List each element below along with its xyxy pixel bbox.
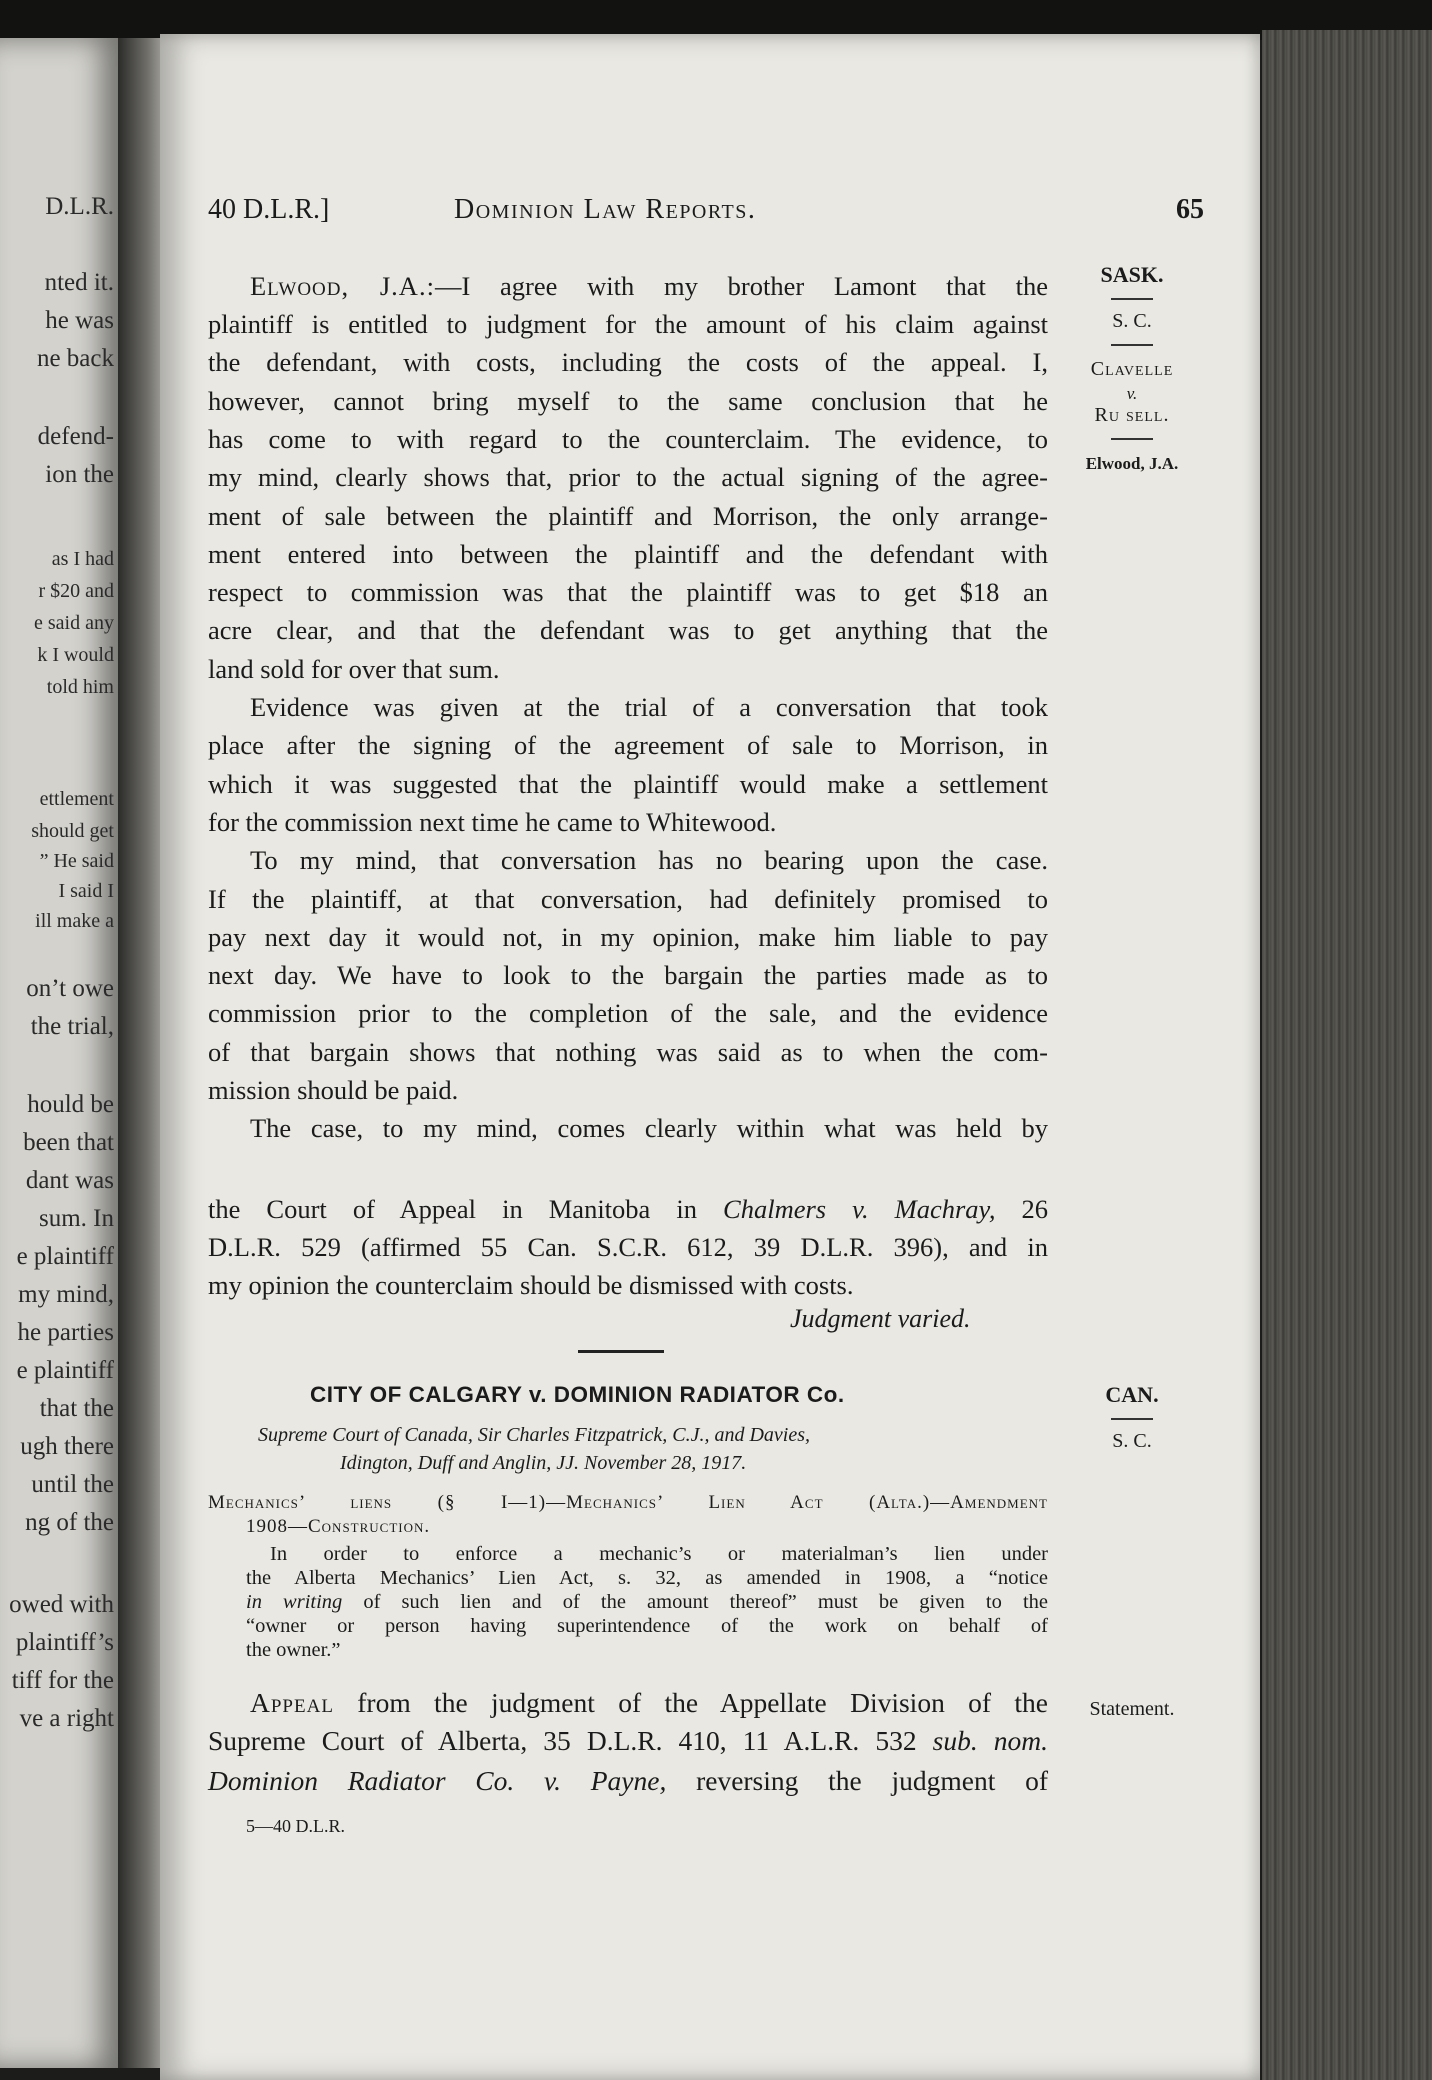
left-page-text: nted it. <box>44 269 114 296</box>
judgment-line: of that bargain shows that nothing was said as to when the com- <box>208 1036 1048 1067</box>
page-edges <box>1262 30 1432 2080</box>
judgment-line: mission should be paid. <box>208 1075 459 1105</box>
judgment-line: The case, to my mind, comes clearly within what was held by <box>250 1113 1048 1144</box>
header-title: Dominion Law Reports. <box>454 194 757 225</box>
left-page-text: e said any <box>34 612 114 634</box>
margin-statement: Statement. <box>1089 1698 1175 1720</box>
judgment-line: for the commission next time he came to Whitewood. <box>208 806 777 837</box>
left-page-text: on’t owe <box>26 975 114 1002</box>
judgment-first-line: Elwood, J.A.:—I agree with my brother Lamont that the <box>250 271 1048 301</box>
book-gutter <box>118 38 166 2068</box>
margin-versus: v. <box>1126 384 1138 403</box>
case-title: CITY OF CALGARY v. DOMINION RADIATOR Co. <box>310 1382 845 1407</box>
judgment-line: land sold for over that sum. <box>208 653 500 684</box>
left-page-text: I said I <box>58 880 114 902</box>
headnote-line: the Alberta Mechanics’ Lien Act, s. 32, as amended in 1908, a “notice <box>246 1567 1048 1589</box>
judgment-line: If the plaintiff, at that conversation, had definitely promised to <box>208 883 1048 914</box>
previous-page <box>0 38 122 2068</box>
judgment-line: has come to with regard to the counterclaim. The evidence, to <box>208 423 1048 454</box>
left-page-text: ne back <box>36 345 114 372</box>
left-page-text: ettlement <box>39 788 114 810</box>
margin-rule <box>1111 298 1153 300</box>
judgment-line: place after the signing of the agreement of sale to Morrison, in <box>208 730 1048 761</box>
margin-rule <box>1111 438 1153 440</box>
judgment-line: Evidence was given at the trial of a conversation that took <box>250 692 1048 722</box>
left-page-text: told him <box>46 676 114 698</box>
judgment-line-citation: the Court of Appeal in Manitoba in Chalmers v. Machray, 26 <box>208 1194 1049 1224</box>
left-page-text: ugh there <box>20 1433 114 1460</box>
left-page-text: should get <box>31 820 114 842</box>
judgment-line: the defendant, with costs, including the costs of the appeal. I, <box>208 347 1048 378</box>
appeal-line-3: Dominion Radiator Co. v. Payne, reversing the judgment of <box>208 1765 1049 1796</box>
left-page-text: e plaintiff <box>16 1357 114 1384</box>
margin-case-name-2: Ru sell. <box>1094 404 1170 426</box>
margin-case-name-1: Clavelle <box>1090 358 1174 380</box>
left-page-text: the trial, <box>30 1013 114 1040</box>
left-page-text: plaintiff’s <box>15 1629 114 1656</box>
left-page-text: tiff for the <box>11 1667 114 1694</box>
margin-rule <box>1111 344 1153 346</box>
left-page-text: owed with <box>9 1591 114 1618</box>
left-page-text: hould be <box>27 1091 114 1118</box>
headnote-line: in writing of such lien and of the amount thereof” must be given to the <box>246 1591 1048 1613</box>
appeal-line-1: Appeal from the judgment of the Appellate Division of the <box>250 1687 1048 1718</box>
disposition: Judgment varied. <box>790 1304 971 1333</box>
left-page-text: dant was <box>25 1167 114 1194</box>
left-page-text: ve a right <box>19 1705 114 1732</box>
left-page-text: ng of the <box>25 1509 114 1536</box>
left-page-text: ” He said <box>39 850 114 872</box>
judgment-line: pay next day it would not, in my opinion, make him liable to pay <box>208 921 1048 952</box>
left-page-text: he was <box>45 307 114 334</box>
margin-rule <box>1111 1418 1153 1420</box>
judgment-line: respect to commission was that the plaintiff was to get $18 an <box>208 577 1048 608</box>
court-line-1: Supreme Court of Canada, Sir Charles Fitzpatrick, C.J., and Davies, <box>258 1424 811 1446</box>
judgment-line-affirmed: D.L.R. 529 (affirmed 55 Can. S.C.R. 612, 39 D.L.R. 396), and in <box>208 1232 1048 1262</box>
judgment-line: however, cannot bring myself to the same conclusion that he <box>208 385 1048 416</box>
margin-court-1: SASK. <box>1100 262 1164 287</box>
left-page-text: as I had <box>51 548 114 570</box>
left-page-text: r $20 and <box>38 580 114 602</box>
left-page-text: been that <box>23 1129 114 1156</box>
case-citation: Chalmers v. Machray, <box>723 1194 996 1224</box>
judgment-line: plaintiff is entitled to judgment for the amount of his claim against <box>208 309 1048 339</box>
left-page-text: defend- <box>37 423 114 450</box>
left-page-text: D.L.R. <box>45 193 114 220</box>
judge-name: Elwood, J.A.: <box>250 271 435 301</box>
keywords-line-1: Mechanics’ liens (§ I—1)—Mechanics’ Lien Act (Alta.)—Amendment <box>208 1492 1048 1513</box>
signature-mark: 5—40 D.L.R. <box>246 1816 345 1836</box>
appeal-line-2: Supreme Court of Alberta, 35 D.L.R. 410, 11 A.L.R. 532 sub. nom. <box>208 1725 1048 1756</box>
judgment-line: next day. We have to look to the bargain the parties made as to <box>208 960 1048 991</box>
headnote-line: In order to enforce a mechanic’s or materialman’s lien under <box>270 1543 1048 1565</box>
judgment-line: To my mind, that conversation has no bearing upon the case. <box>250 845 1048 876</box>
judgment-line: commission prior to the completion of the sale, and the evidence <box>208 998 1048 1029</box>
judgment-line: ment of sale between the plaintiff and Morrison, the only arrange- <box>208 500 1048 531</box>
left-page-text: ill make a <box>35 910 114 932</box>
margin-judge: Elwood, J.A. <box>1085 454 1179 473</box>
left-page-text: he parties <box>17 1319 114 1346</box>
headnote-line: the owner.” <box>246 1639 341 1661</box>
margin-court-1-sub: S. C. <box>1112 310 1152 332</box>
left-page-text: that the <box>39 1395 114 1422</box>
keywords-line-2: 1908—Construction. <box>246 1516 431 1537</box>
court-line-2: Idington, Duff and Anglin, JJ. November 28, 1917. <box>340 1452 747 1474</box>
left-page-text: e plaintiff <box>16 1243 114 1270</box>
page-number: 65 <box>1176 194 1204 225</box>
header-volume: 40 D.L.R.] <box>208 194 330 225</box>
left-page-text: ion the <box>45 461 114 488</box>
margin-court-2: CAN. <box>1105 1382 1159 1407</box>
margin-court-2-sub: S. C. <box>1112 1430 1152 1452</box>
left-page-text: k I would <box>37 644 114 666</box>
judgment-line: acre clear, and that the defendant was to get anything that the <box>208 615 1048 646</box>
judgment-line: ment entered into between the plaintiff and the defendant with <box>208 538 1048 569</box>
left-page-text: my mind, <box>18 1281 114 1308</box>
headnote-line: “owner or person having superintendence of the work on behalf of <box>246 1615 1048 1637</box>
judgment-line: my mind, clearly shows that, prior to the actual signing of the agree- <box>208 462 1048 493</box>
left-page-text: sum. In <box>39 1205 114 1232</box>
judgment-line: which it was suggested that the plaintiff would make a settlement <box>208 768 1048 799</box>
left-page-text: until the <box>31 1471 114 1498</box>
judgment-line-dismissed: my opinion the counterclaim should be dismissed with costs. <box>208 1270 854 1300</box>
section-divider <box>578 1350 664 1353</box>
